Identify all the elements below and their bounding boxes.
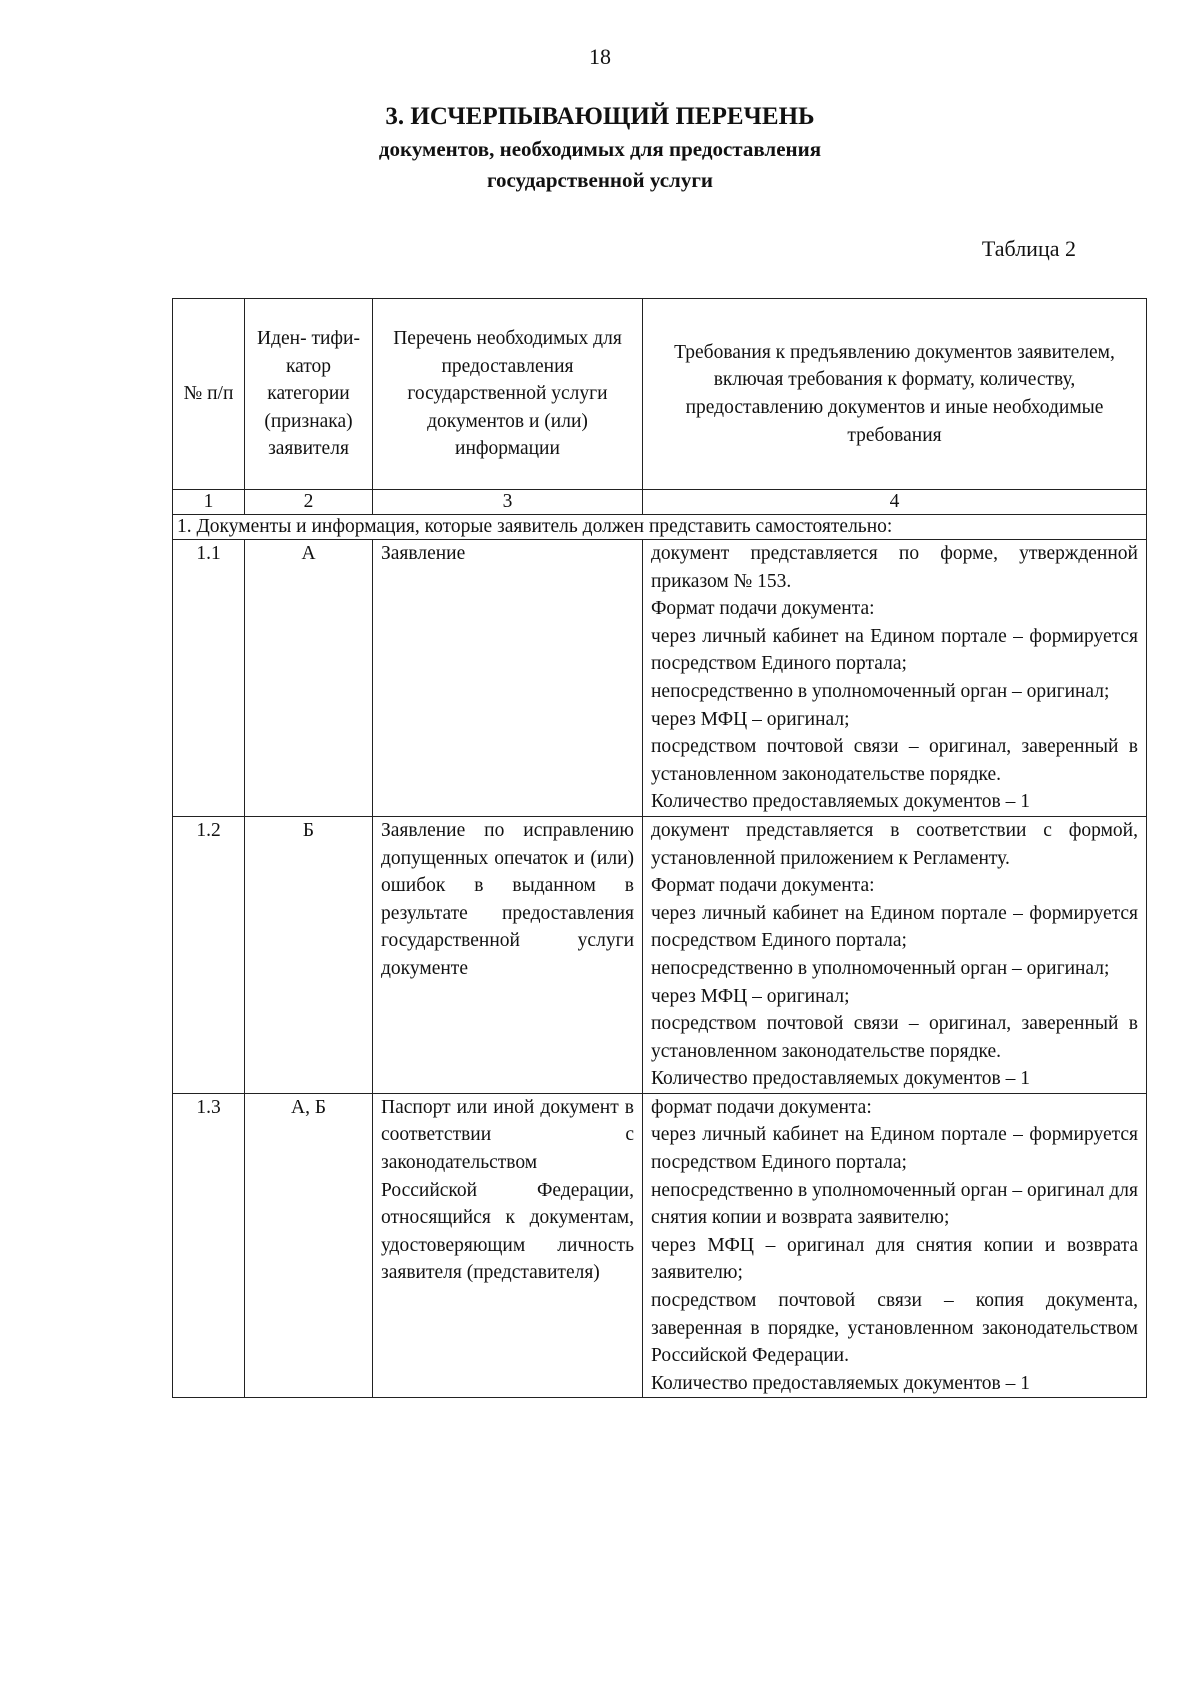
- requirement-line: Формат подачи документа:: [651, 875, 875, 897]
- section-subtitle-line-2: государственной услуги: [487, 168, 713, 192]
- table-row: [173, 540, 1147, 817]
- requirement-line: Количество предоставляемых документов – 1: [651, 1372, 1030, 1394]
- requirement-line: непосредственно в уполномоченный орган – оригинал;: [651, 680, 1110, 702]
- requirement-line: посредством почтовой связи – копия документа, заверенная в порядке, установленном законодательством Российской Федерации.: [651, 1290, 1138, 1367]
- requirement-line: через МФЦ – оригинал для снятия копии и возврата заявителю;: [651, 1234, 1138, 1284]
- row-category: Б: [245, 816, 373, 1093]
- requirement-line: формат подачи документа:: [651, 1096, 872, 1118]
- row-requirements: [643, 540, 1147, 817]
- requirement-line: через МФЦ – оригинал;: [651, 708, 850, 730]
- row-document: Паспорт или иной документ в соответствии с законодательством Российской Федерации, относящийся к документам, удостоверяющим личность заявителя (представителя): [373, 1093, 643, 1398]
- header-cell-requirements: Требования к предъявлению документов заявителем, включая требования к формату, количеству, предоставлению документов и иные необходимые требования: [643, 299, 1147, 490]
- row-number: 1.2: [173, 816, 245, 1093]
- requirement-line: документ представляется в соответствии с формой, установленной приложением к Регламенту.: [651, 819, 1138, 869]
- requirement-line: непосредственно в уполномоченный орган – оригинал для снятия копии и возврата заявителю;: [651, 1179, 1138, 1229]
- section-subtitle-line-1: документов, необходимых для предоставления: [378, 137, 822, 161]
- row-category: А: [245, 540, 373, 817]
- column-number-cell: 1: [173, 490, 245, 515]
- section-heading: [0, 100, 1200, 196]
- requirement-line: через личный кабинет на Едином портале – формируется посредством Единого портала;: [651, 1124, 1138, 1174]
- column-number-cell: 3: [373, 490, 643, 515]
- row-requirements: [643, 1093, 1147, 1398]
- row-number: 1.1: [173, 540, 245, 817]
- column-number-cell: 4: [643, 490, 1147, 515]
- header-cell-documents: Перечень необходимых для предоставления государственной услуги документов и (или) информации: [373, 299, 643, 490]
- requirement-line: посредством почтовой связи – оригинал, заверенный в установленном законодательстве порядке.: [651, 1013, 1138, 1062]
- page-number: 18: [589, 44, 611, 69]
- column-number-cell: 2: [245, 490, 373, 515]
- row-document: Заявление по исправлению допущенных опечаток и (или) ошибок в выданном в результате предоставления государственной услуги документе: [373, 816, 643, 1093]
- requirement-line: Количество предоставляемых документов – 1: [651, 791, 1030, 813]
- section-row-title: 1. Документы и информация, которые заявитель должен представить самостоятельно:: [173, 515, 1147, 540]
- row-requirements: [643, 816, 1147, 1093]
- row-number: 1.3: [173, 1093, 245, 1398]
- requirement-line: Формат подачи документа:: [651, 598, 875, 620]
- header-cell-category: Иден- тифи- катор категории (признака) заявителя: [245, 299, 373, 490]
- section-row: [173, 515, 1147, 540]
- requirement-line: через личный кабинет на Едином портале – формируется посредством Единого портала;: [651, 625, 1138, 675]
- table-label: Таблица 2: [981, 236, 1076, 261]
- section-title: 3. ИСЧЕРПЫВАЮЩИЙ ПЕРЕЧЕНЬ: [385, 103, 815, 130]
- row-document: Заявление: [373, 540, 643, 817]
- header-cell-number: № п/п: [173, 299, 245, 490]
- requirement-line: через МФЦ – оригинал;: [651, 985, 850, 1007]
- requirement-line: непосредственно в уполномоченный орган – оригинал;: [651, 957, 1110, 979]
- column-number-row: [173, 490, 1147, 515]
- documents-table: [172, 298, 1147, 1398]
- table-row: [173, 1093, 1147, 1398]
- requirement-line: документ представляется по форме, утвержденной приказом № 153.: [651, 543, 1138, 592]
- requirement-line: посредством почтовой связи – оригинал, заверенный в установленном законодательстве порядке.: [651, 736, 1138, 785]
- table-header-row: [173, 299, 1147, 490]
- requirement-line: Количество предоставляемых документов – 1: [651, 1068, 1030, 1090]
- table-row: [173, 816, 1147, 1093]
- row-category: А, Б: [245, 1093, 373, 1398]
- requirement-line: через личный кабинет на Едином портале – формируется посредством Единого портала;: [651, 902, 1138, 952]
